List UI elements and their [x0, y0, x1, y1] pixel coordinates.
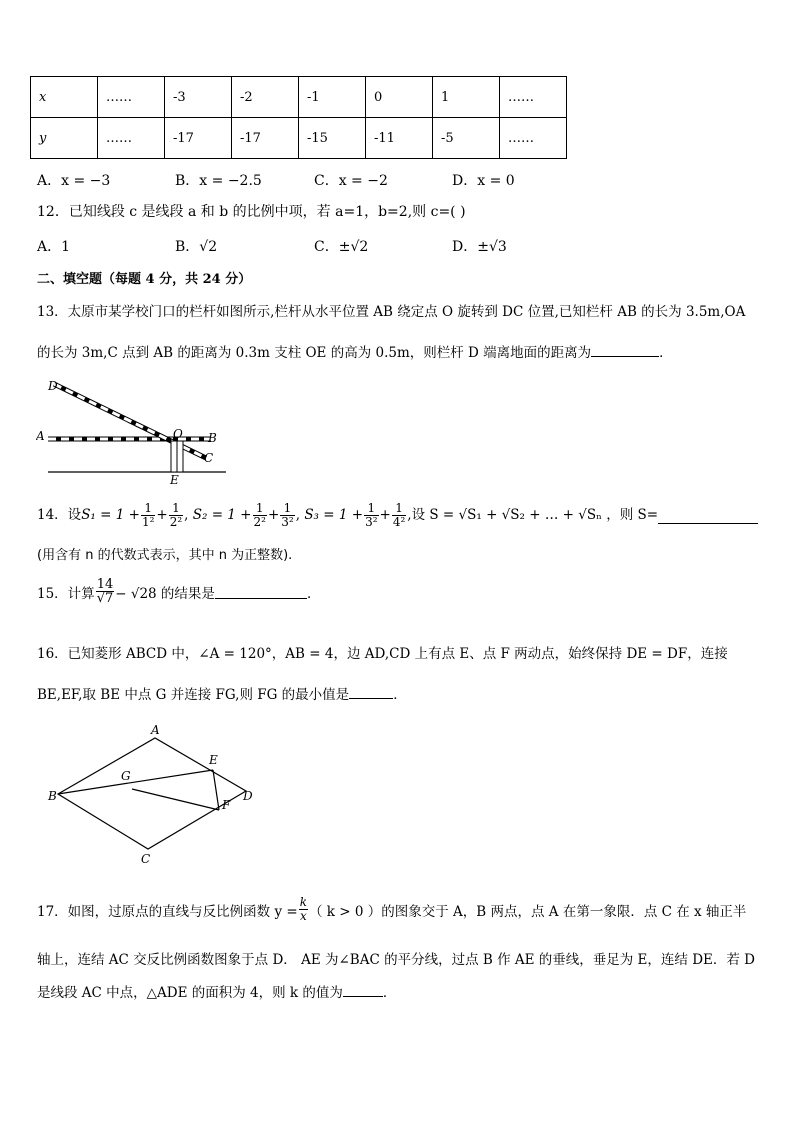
- table-cell: -17: [165, 118, 232, 159]
- q14-s-def: 设 S = √S₁ + √S₂ + … + √Sₙ ，则 S=: [411, 507, 659, 523]
- q13-text: 的长为 3m,C 点到 AB 的距离为 0.3m 支柱 OE 的高为 0.5m，则栏杆 D 端离地面的距离为: [37, 345, 592, 361]
- segment-ef: [213, 770, 219, 810]
- q14-note: (用含有 n 的代数式表示，其中 n 为正整数).: [37, 548, 293, 563]
- q17-text: 是线段 AC 中点，△ADE 的面积为 4，则 k 的值为: [37, 985, 343, 1001]
- q15-line: [37, 578, 320, 605]
- table-cell: ……: [98, 118, 165, 159]
- q14-prefix: 14．设: [37, 507, 82, 523]
- q17-frac-num: k: [299, 895, 307, 909]
- q11-option-b: B．x = −2.5: [175, 173, 262, 189]
- q15-num: 14: [96, 577, 114, 592]
- q14-line1: 14．设 S₁ = 1 + $\frac{1}{\text{1²}}$ + $\frac{1}{\text{2²}}$ , S₂ = 1 + $\frac{1}{\text{2²}}$ + $\frac{1}{\text{3²}}$ , S₃ = 1 + $\frac{1}{\text{3²}}$ + $\frac{1}{\text{4²}}$ , 设 S = √S₁ + √S₂ + … + √Sₙ ，则 S=: [37, 500, 758, 530]
- section-title: 二、填空题（每题 4 分，共 24 分）: [37, 272, 252, 287]
- q12-option-c: C．±√2: [314, 239, 369, 255]
- q15-rest: − √28 的结果是: [115, 585, 215, 602]
- label-o: O: [173, 427, 183, 441]
- answer-blank: [591, 356, 659, 357]
- table-cell: -3: [165, 77, 232, 118]
- label-e: E: [170, 473, 179, 487]
- label-f: F: [222, 798, 231, 812]
- label-c: C: [141, 852, 151, 866]
- fraction: $\frac{1}{\text{2²}}$: [169, 500, 183, 529]
- fraction: $\frac{1}{\text{4²}}$: [392, 500, 406, 529]
- fraction: $\frac{1}{\text{2²}}$: [253, 500, 266, 529]
- table-cell: ……: [500, 118, 567, 159]
- table-cell: x: [31, 77, 98, 118]
- fraction: [299, 896, 308, 923]
- table-cell: ……: [98, 77, 165, 118]
- label-b: B: [48, 789, 57, 803]
- label-b: B: [208, 431, 217, 445]
- value-table: [30, 76, 567, 159]
- q14-s1: S₁ = 1 +: [81, 507, 140, 523]
- q15-end: ．: [306, 585, 321, 602]
- q15-den: √7: [96, 591, 114, 606]
- label-e: E: [209, 753, 218, 767]
- answer-blank: [343, 996, 383, 997]
- label-a: A: [36, 429, 45, 443]
- table-row: [31, 77, 567, 118]
- table-cell: -11: [366, 118, 433, 159]
- q13-line1: 13．太原市某学校门口的栏杆如图所示,栏杆从水平位置 AB 绕定点 O 旋转到 DC 位置,已知栏杆 AB 的长为 3.5m,OA: [37, 304, 746, 320]
- q11-option-c: C．x = −2: [314, 173, 388, 189]
- table-cell: -15: [299, 118, 366, 159]
- table-cell: ……: [500, 77, 567, 118]
- fraction: $\frac{1}{\text{1²}}$: [141, 500, 155, 529]
- table-cell: 0: [366, 77, 433, 118]
- q11-option-a: A．x = −3: [37, 173, 111, 189]
- label-c: C: [204, 451, 214, 465]
- q12-option-b: B．√2: [175, 239, 218, 255]
- q12-option-a: A．1: [37, 239, 71, 255]
- q17-line3: [37, 981, 396, 1001]
- answer-blank: [658, 507, 758, 524]
- q17-frac-den: x: [299, 909, 307, 923]
- table-cell: y: [31, 118, 98, 159]
- q13-line2: [37, 341, 673, 361]
- fraction: $\frac{1}{\text{3²}}$: [365, 500, 378, 529]
- q12-stem: 12．已知线段 c 是线段 a 和 b 的比例中项，若 a=1，b=2,则 c=( ): [37, 204, 466, 220]
- fraction: $\frac{1}{\text{3²}}$: [281, 500, 294, 529]
- table-cell: -5: [433, 118, 500, 159]
- q17-line1a: 17．如图，过原点的直线与反比例函数 y =: [37, 903, 298, 920]
- table-cell: -17: [232, 118, 299, 159]
- q15-prefix: 15．计算: [37, 585, 95, 602]
- table-cell: -1: [299, 77, 366, 118]
- label-a: A: [151, 723, 160, 737]
- answer-blank: [349, 698, 393, 699]
- label-d: D: [243, 789, 253, 803]
- q13-end: ．: [659, 345, 673, 361]
- answer-blank: [215, 584, 307, 599]
- q16-line1: 16．已知菱形 ABCD 中，∠A = 120°，AB = 4，边 AD,CD 上有点 E、点 F 两动点，始终保持 DE = DF，连接: [37, 646, 728, 662]
- q17-line1: [37, 896, 746, 923]
- q12-option-d: D．±√3: [452, 239, 507, 255]
- q17-line1b: （ k > 0 ）的图象交于 A，B 两点，点 A 在第一象限．点 C 在 x 轴正半: [308, 903, 747, 920]
- q16-line2: [37, 683, 407, 703]
- q16-end: ．: [393, 687, 407, 703]
- q16-rhombus-figure: [44, 722, 274, 867]
- table-cell: -2: [232, 77, 299, 118]
- q14-s3: S₃ = 1 +: [304, 507, 364, 523]
- q11-option-d: D．x = 0: [452, 173, 515, 189]
- table-cell: 1: [433, 77, 500, 118]
- label-d: D: [48, 379, 58, 393]
- table-row: [31, 118, 567, 159]
- label-g: G: [121, 769, 131, 783]
- segment-gf: [132, 789, 219, 810]
- q14-s2: S₂ = 1 +: [192, 507, 252, 523]
- fraction: [96, 578, 115, 605]
- q17-end: ．: [382, 985, 397, 1001]
- q13-barrier-figure: [36, 372, 236, 487]
- q16-text: BE,EF,取 BE 中点 G 并连接 FG,则 FG 的最小值是: [37, 687, 350, 703]
- q17-line2: 轴上，连结 AC 交反比例函数图象于点 D． AE 为∠BAC 的平分线，过点 B 作 AE 的垂线，垂足为 E，连结 DE．若 D: [37, 952, 755, 968]
